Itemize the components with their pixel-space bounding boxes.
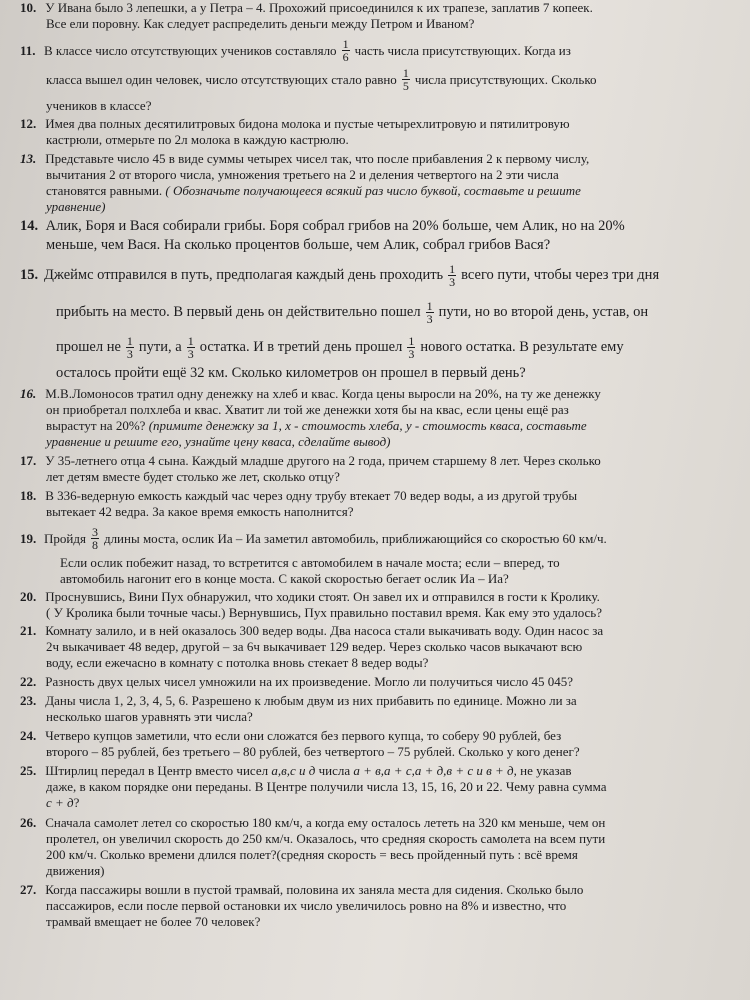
problem-14	[20, 217, 742, 255]
problem-16	[20, 386, 742, 450]
problem-text: пути, но во второй день, устав, он	[438, 304, 649, 320]
problem-19	[20, 526, 742, 587]
fraction: $\frac{1}{5}$	[402, 66, 409, 93]
problem-text-line: Все ели поровну. Как следует распределить деньги между Петром и Иваном?	[46, 16, 475, 31]
hint-text: уравнение и решите его, узнайте цену кваса, сделайте вывод)	[46, 434, 391, 449]
problem-text-line: В 336-ведерную емкость каждый час через одну трубу втекает 70 ведер воды, а из другой трубы	[45, 488, 578, 503]
hint-text: уравнение)	[46, 199, 106, 214]
problem-text-line: У Ивана было 3 лепешки, а у Петра – 4. Прохожий присоединился к их трапезе, заплатив 7 копеек.	[45, 0, 593, 15]
problem-text: В классе число отсутствующих учеников составляло	[44, 42, 337, 58]
problem-text-line: Проснувшись, Вини Пух обнаружил, что ходики стоят. Он завел их и отправился в гости к Кролику.	[45, 589, 600, 604]
problem-number: 10.	[20, 0, 37, 15]
problem-text-line: он приобретал полхлеба и квас. Хватит ли той же денежки хотя бы на квас, если цены ещё раз	[46, 402, 569, 417]
problem-text: длины моста, ослик Иа – Иа заметил автомобиль, приближающийся со скоростью 60 км/ч.	[103, 530, 607, 546]
problem-text: становятся равными.	[46, 183, 163, 198]
problem-text: ?	[73, 795, 80, 810]
problem-text: Джеймс отправился в путь, предполагая каждый день проходить	[44, 267, 444, 283]
problem-text: числа присутствующих. Сколько	[414, 71, 597, 87]
problem-text-line: движения)	[46, 863, 105, 878]
problem-text: класса вышел один человек, число отсутствующих стало равно	[46, 71, 397, 87]
problem-number: 24.	[20, 728, 37, 743]
problem-13	[20, 151, 742, 215]
problem-text: часть числа присутствующих. Когда из	[354, 42, 571, 58]
problem-12	[20, 116, 742, 148]
problem-text-line: 200 км/ч. Сколько времени длился полет?(средняя скорость = весь пройденный путь : всё время	[46, 847, 578, 862]
problem-text: Пройдя	[44, 530, 86, 546]
problem-text-line: Даны числа 1, 2, 3, 4, 5, 6. Разрешено к любым двум из них прибавить по единице. Можно ли за	[45, 693, 577, 708]
problem-text-line: вычитания 2 от второго числа, умножения третьего на 2 и деления четвертого на 2 эти числа	[46, 167, 559, 182]
problem-number: 27.	[20, 882, 37, 897]
problem-number: 19.	[20, 530, 37, 546]
problem-text-line: даже, в каком порядке они переданы. В Центре получили числа 13, 15, 16, 20 и 22. Чему равна сумма	[46, 779, 607, 794]
problem-text-line: кастрюли, отмерьте по 2л молока в каждую кастрюлю.	[46, 132, 349, 147]
problem-text-line: Разность двух целых чисел умножили на их произведение. Могло ли получиться число 45 045?	[45, 674, 574, 689]
problem-text-line: пролетел, он увеличил скорость до 250 км/ч. Оказалось, что средняя скорость самолета на всем пути	[46, 831, 606, 846]
problem-15	[20, 263, 742, 383]
problem-text-line: Сначала самолет летел со скоростью 180 км/ч, а когда ему осталось лететь на 320 км меньше, чем он	[45, 815, 606, 830]
math-variables: а,в,с и д	[271, 763, 316, 778]
fraction: $\frac{3}{8}$	[91, 525, 98, 552]
problem-text: всего пути, чтобы через три дня	[461, 267, 660, 283]
problem-18	[20, 488, 742, 520]
math-expression: с + д	[46, 795, 74, 810]
problem-text: вырастут на 20%?	[46, 418, 146, 433]
problem-number: 12.	[20, 116, 37, 131]
problem-text-line: трамвай вмещает не более 70 человек?	[46, 914, 261, 929]
problem-text-line: воду, если ежечасно в комнату с потолка вновь стекает 8 ведер воды?	[46, 655, 429, 670]
problem-text-line: второго – 85 рублей, без третьего – 80 рублей, без четвертого – 75 рублей. Сколько у кого денег?	[46, 744, 580, 759]
problem-text-line: лет детям вместе будет столько же лет, сколько отцу?	[46, 469, 340, 484]
problem-text: остатка. И в третий день прошел	[199, 339, 403, 355]
problem-number: 25.	[20, 763, 37, 778]
fraction: $\frac{1}{3}$	[187, 334, 194, 361]
math-sums: а + в,а + с,а + д,в + с и в + д	[353, 763, 514, 778]
problem-text-line: несколько шагов уравнять эти числа?	[46, 709, 253, 724]
problem-text-line: Алик, Боря и Вася собирали грибы. Боря собрал грибов на 20% больше, чем Алик, но на 20%	[45, 218, 625, 234]
problem-text: числа	[318, 763, 351, 778]
problem-number: 20.	[20, 589, 37, 604]
problem-10	[20, 0, 742, 32]
problem-text-line: ( У Кролика были точные часы.) Вернувшись, Пух правильно поставил время. Как ему это удалось?	[46, 605, 602, 620]
problem-11	[20, 38, 742, 114]
problem-20	[20, 589, 742, 621]
fraction: $\frac{1}{3}$	[126, 334, 133, 361]
problem-26	[20, 815, 742, 879]
hint-text: ( Обозначьте получающееся всякий раз число буквой, составьте и решите	[165, 183, 581, 198]
problem-number: 15.	[20, 267, 39, 283]
fraction: $\frac{1}{3}$	[426, 299, 433, 326]
problem-text-line: меньше, чем Вася. На сколько процентов больше, чем Алик, собрал грибов Вася?	[46, 237, 551, 253]
problem-text: пути, а	[138, 339, 182, 355]
problem-25	[20, 763, 742, 811]
problem-number: 21.	[20, 623, 37, 638]
fraction: $\frac{1}{3}$	[408, 334, 415, 361]
problem-text-line: Имея два полных десятилитровых бидона молока и пустые четырехлитровую и пятилитровую	[45, 116, 570, 131]
problem-text-line: Комнату залило, и в ней оказалось 300 ведер воды. Два насоса стали выкачивать воду. Один насос за	[45, 623, 604, 638]
problem-text-line: вытекает 42 ведра. За какое время емкость наполнится?	[46, 504, 354, 519]
problem-text-line: Если ослик побежит назад, то встретится с автомобилем в начале моста; если – вперед, то	[60, 555, 560, 570]
problem-text: Штирлиц передал в Центр вместо чисел	[45, 763, 269, 778]
problem-number: 13.	[20, 151, 37, 166]
problem-text-line: автомобиль нагонит его в конце моста. С какой скоростью бегает ослик Иа – Иа?	[60, 571, 509, 586]
problem-number: 18.	[20, 488, 37, 503]
problem-text: прошел не	[56, 339, 121, 355]
problem-number: 26.	[20, 815, 37, 830]
problem-text: , не указав	[513, 763, 572, 778]
problem-text: учеников в классе?	[46, 98, 152, 113]
problem-number: 22.	[20, 674, 37, 689]
problem-text: прибыть на место. В первый день он действительно пошел	[56, 304, 421, 320]
hint-text: (примите денежку за 1, х - стоимость хлеба, у - стоимость кваса, составьте	[148, 418, 587, 433]
problem-number: 14.	[20, 218, 39, 234]
fraction: $\frac{1}{6}$	[342, 37, 349, 64]
problem-number: 23.	[20, 693, 37, 708]
problem-text: осталось пройти ещё 32 км. Сколько километров он прошел в первый день?	[56, 365, 526, 381]
problem-text-line: Когда пассажиры вошли в пустой трамвай, половина их заняла места для сидения. Сколько было	[45, 882, 584, 897]
problem-text: нового остатка. В результате ему	[420, 339, 624, 355]
problem-text-line: У 35-летнего отца 4 сына. Каждый младше другого на 2 года, причем старшему 8 лет. Через сколько	[45, 453, 601, 468]
problem-23	[20, 693, 742, 725]
problem-17	[20, 453, 742, 485]
problem-number: 17.	[20, 453, 37, 468]
problem-22	[20, 674, 742, 690]
fraction: $\frac{1}{3}$	[449, 262, 456, 289]
problem-21	[20, 623, 742, 671]
problem-text-line: М.В.Ломоносов тратил одну денежку на хлеб и квас. Когда цены выросли на 20%, на ту же денежку	[45, 386, 601, 401]
problem-text-line: Четверо купцов заметили, что если они сложатся без первого купца, то соберу 90 рублей, без	[45, 728, 562, 743]
problem-text-line: пассажиров, если после первой остановки их число увеличилось ровно на 8% и известно, что	[46, 898, 567, 913]
problem-number: 11.	[20, 42, 36, 58]
problem-27	[20, 882, 742, 930]
problem-24	[20, 728, 742, 760]
problem-number: 16.	[20, 386, 37, 401]
problem-text-line: 2ч выкачивает 48 ведер, другой – за 6ч выкачивает 129 ведер. Через сколько часов выкачают всю	[46, 639, 583, 654]
problem-text-line: Представьте число 45 в виде суммы четырех чисел так, что после прибавления 2 к первому числу,	[45, 151, 590, 166]
